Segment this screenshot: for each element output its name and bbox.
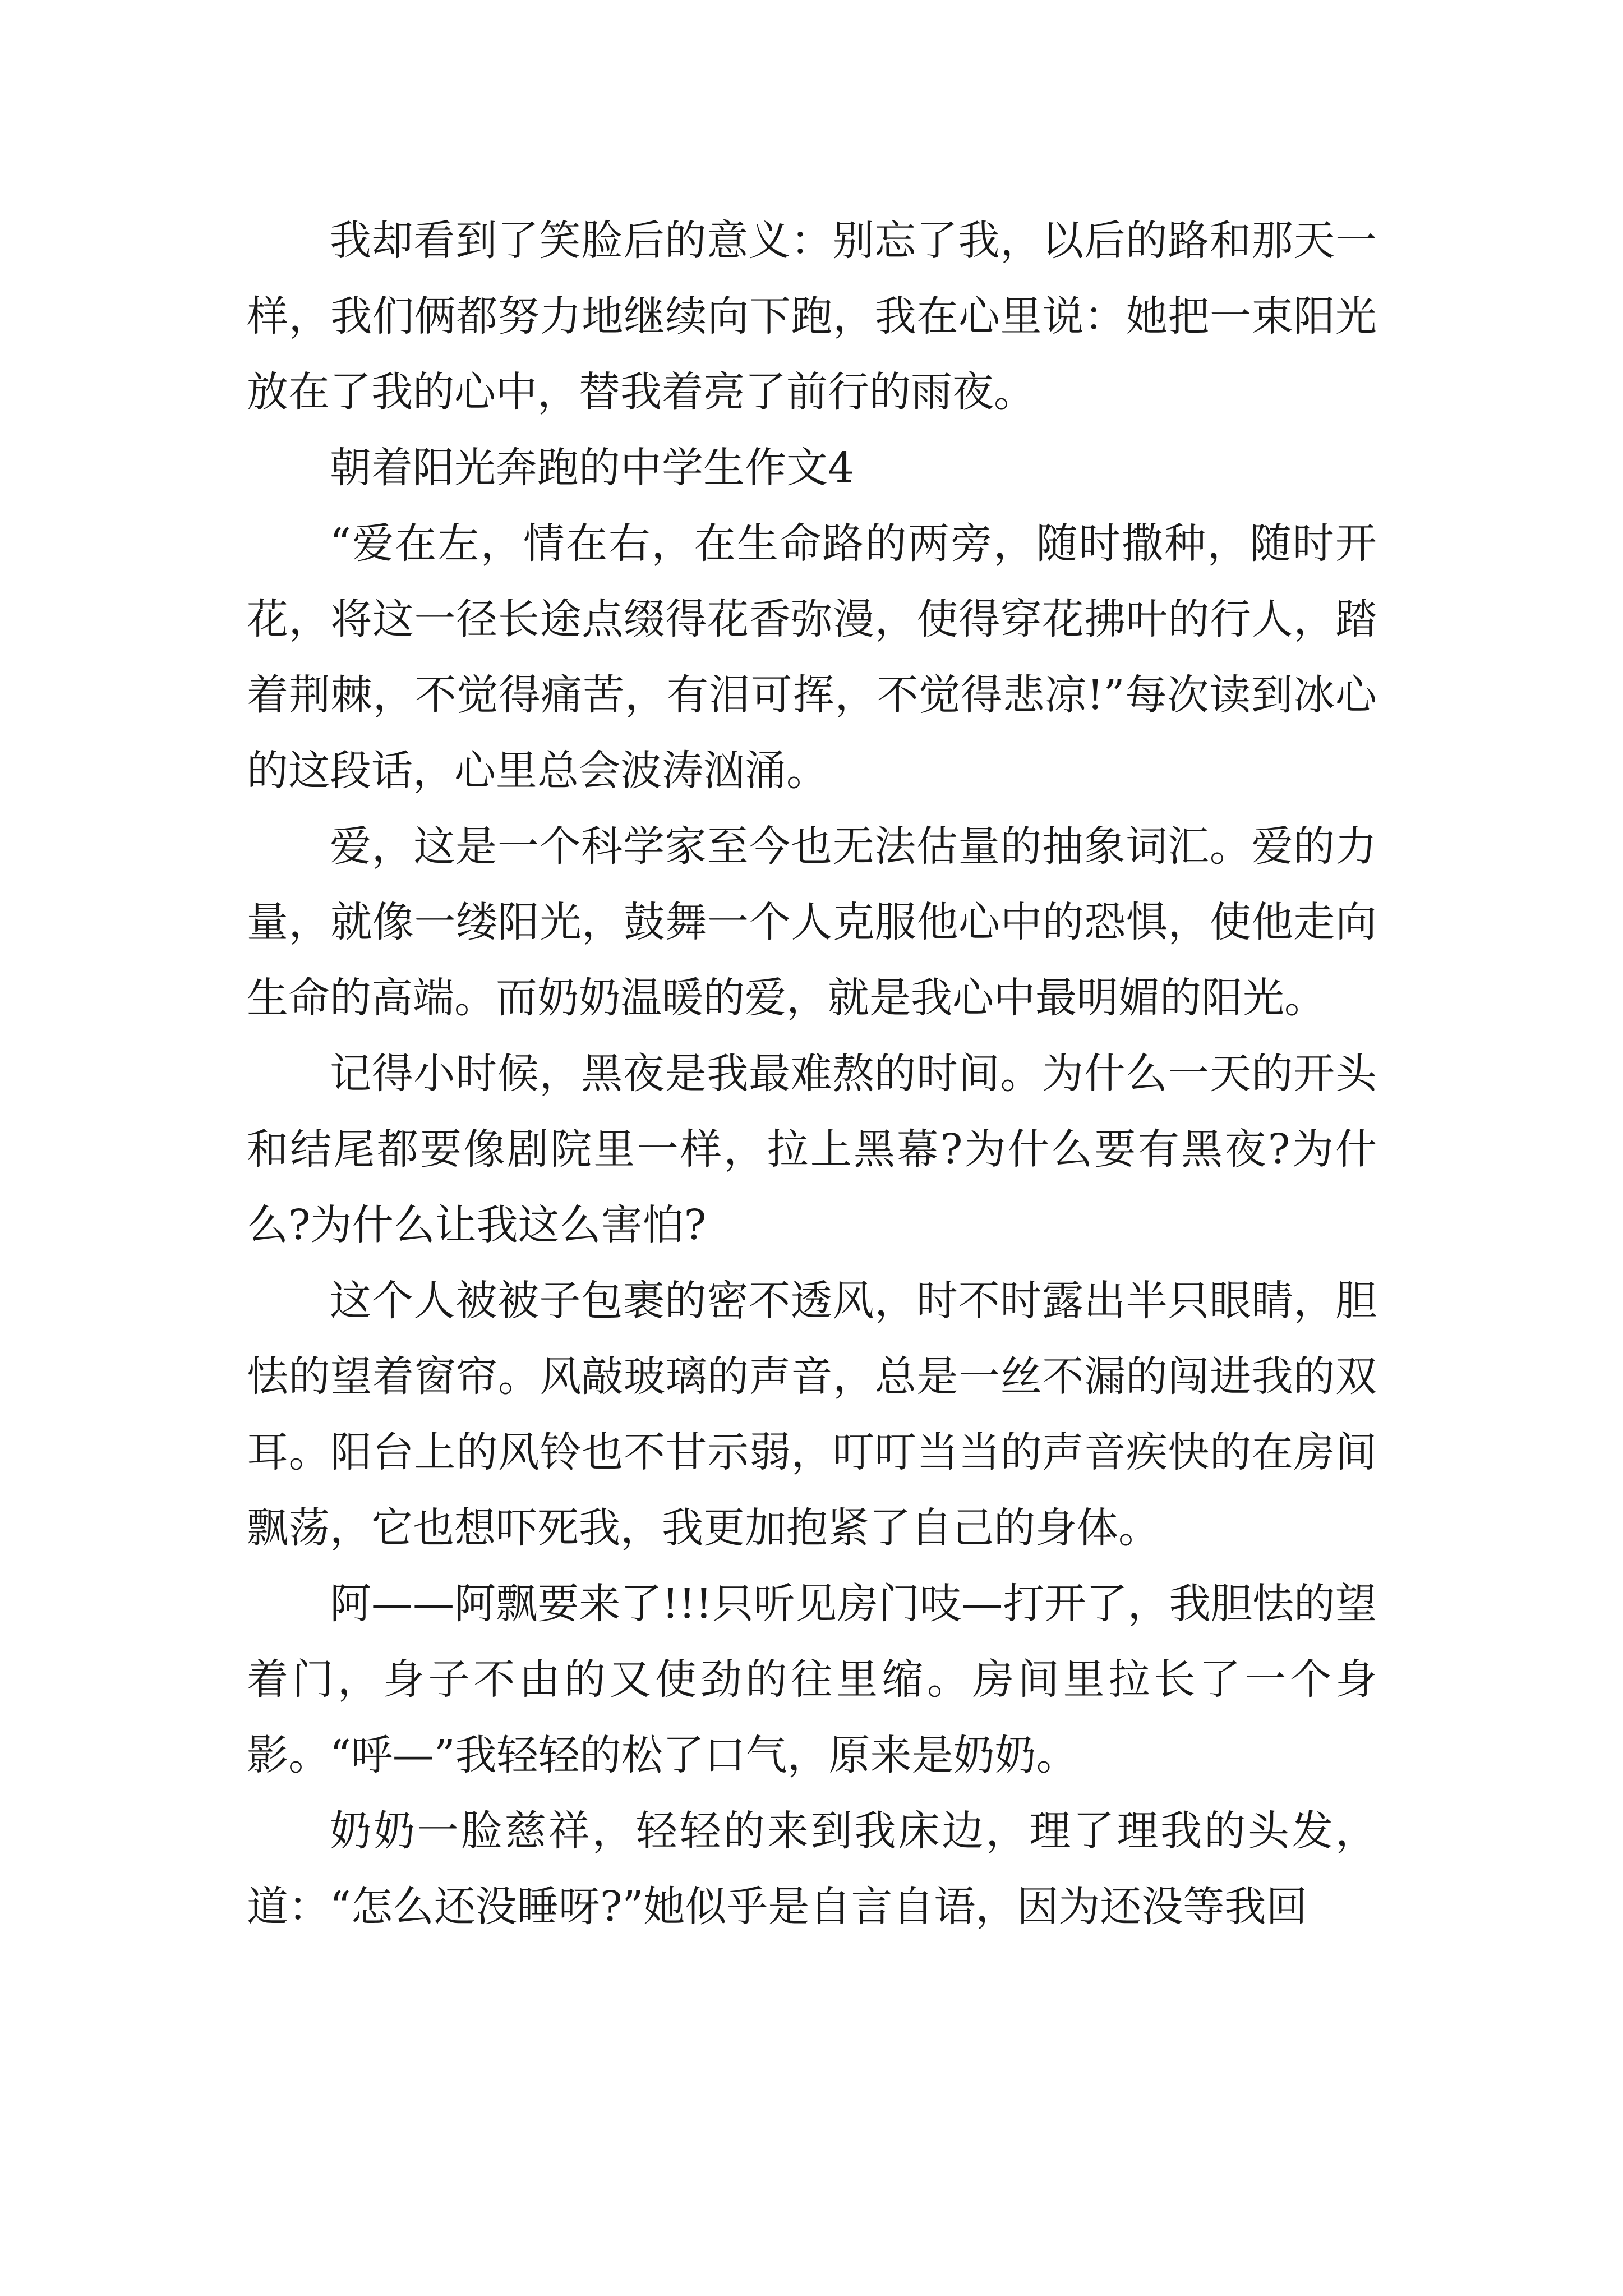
- paragraph-continuation: 我却看到了笑脸后的意义：别忘了我，以后的路和那天一样，我们俩都努力地继续向下跑，我在心里说：她把一束阳光放在了我的心中，替我着亮了前行的雨夜。: [247, 217, 1377, 416]
- paragraph: 阿——阿飘要来了!!!只听见房门吱—打开了，我胆怯的望着门，身子不由的又使劲的往里缩。房间里拉长了一个身影。“呼—”我轻轻的松了口气，原来是奶奶。: [247, 1580, 1377, 1779]
- document-body: [247, 203, 1377, 1945]
- paragraph: 爱，这是一个科学家至今也无法估量的抽象词汇。爱的力量，就像一缕阳光，鼓舞一个人克服他心中的恐惧，使他走向生命的高端。而奶奶温暖的爱，就是我心中最明媚的阳光。: [247, 822, 1377, 1022]
- paragraph-quote: “爱在左，情在右，在生命路的两旁，随时撒种，随时开花，将这一径长途点缀得花香弥漫，使得穿花拂叶的行人，踏着荆棘，不觉得痛苦，有泪可挥，不觉得悲凉!”每次读到冰心的这段话，心里总会波涛汹涌。: [247, 519, 1377, 795]
- paragraph: 记得小时候，黑夜是我最难熬的时间。为什么一天的开头和结尾都要像剧院里一样，拉上黑幕?为什么要有黑夜?为什么?为什么让我这么害怕?: [247, 1050, 1377, 1249]
- paragraph: 奶奶一脸慈祥，轻轻的来到我床边，理了理我的头发，道：“怎么还没睡呀?”她似乎是自言自语，因为还没等我回: [247, 1807, 1377, 1931]
- paragraph: 这个人被被子包裹的密不透风，时不时露出半只眼睛，胆怯的望着窗帘。风敲玻璃的声音，总是一丝不漏的闯进我的双耳。阳台上的风铃也不甘示弱，叮叮当当的声音疾快的在房间飘荡，它也想吓死我，我更加抱紧了自己的身体。: [247, 1277, 1377, 1552]
- section-heading: 朝着阳光奔跑的中学生作文4: [330, 444, 855, 492]
